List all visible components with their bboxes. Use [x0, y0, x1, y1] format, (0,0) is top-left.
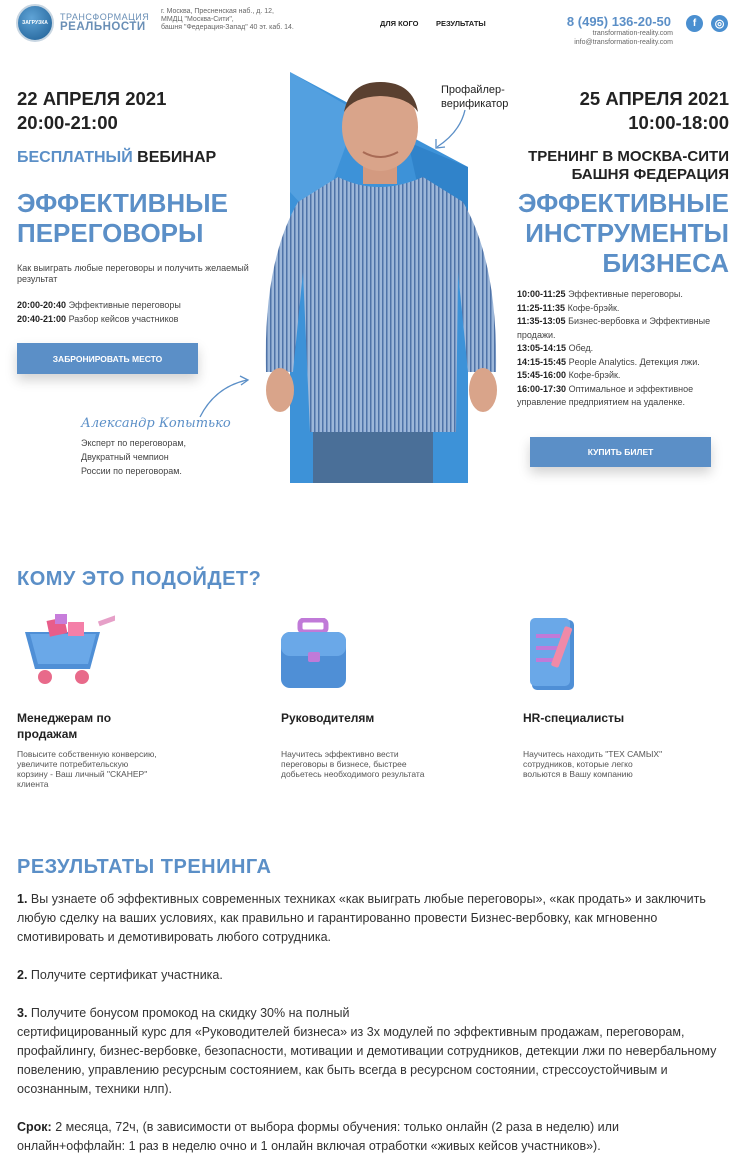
training-location-line: БАШНЯ ФЕДЕРАЦИЯ — [571, 166, 729, 183]
result-paragraph-3 — [17, 1004, 722, 1099]
training-title-line: БИЗНЕСА — [602, 248, 729, 278]
speaker-desc-line: Эксперт по переговорам, — [81, 438, 187, 448]
card-title-line: Менеджерам по — [17, 711, 112, 725]
webinar-type — [17, 149, 216, 167]
result-paragraph-2 — [17, 966, 722, 985]
schedule-time: 11:35-13:05 — [517, 316, 566, 326]
schedule-text: Обед. — [568, 343, 594, 353]
speaker-label-line: верификатор — [441, 98, 509, 110]
result-number: 3. — [17, 1006, 28, 1020]
card-title-managers: Руководителям — [281, 711, 375, 725]
result-paragraph-1 — [17, 890, 722, 947]
speaker-desc-line: Двукратный чемпион — [81, 452, 169, 462]
result-number: 1. — [17, 892, 28, 906]
schedule-text: People Analytics. Детекция лжи. — [568, 356, 700, 367]
card-title-sales — [17, 710, 111, 742]
address — [161, 8, 331, 32]
card-desc-line: добьетесь необходимого результата — [281, 769, 425, 779]
webinar-title — [17, 188, 228, 248]
briefcase-icon — [278, 618, 350, 694]
term-label: Срок: — [17, 1120, 52, 1134]
logo-text-line1: ТРАНСФОРМАЦИЯ — [60, 12, 150, 22]
schedule-item — [517, 342, 739, 356]
result-text: Получите бонусом промокод на скидку 30% на полный — [30, 1006, 350, 1020]
logo-text-line2: РЕАЛЬНОСТИ — [60, 21, 146, 33]
card-desc-line: Научитесь находить "ТЕХ САМЫХ" — [523, 749, 663, 759]
schedule-time: 11:25-11:35 — [517, 302, 566, 313]
section-title-who: КОМУ ЭТО ПОДОЙДЕТ? — [17, 568, 262, 590]
training-title-line: ЭФФЕКТИВНЫЕ — [518, 188, 729, 218]
notepad-icon — [528, 616, 580, 694]
phone-number[interactable]: 8 (495) 136-20-50 — [566, 14, 671, 29]
schedule-text: Оптимальное и эффективное управление предприятием на удаленке. — [517, 383, 694, 407]
schedule-item — [517, 356, 739, 370]
training-schedule — [517, 288, 739, 410]
webinar-free-word: БЕСПЛАТНЫЙ — [17, 149, 133, 166]
address-line: башня "Федерация-Запад" 40 эт. каб. 14. — [161, 24, 294, 31]
card-desc-line: корзину - Ваш личный "СКАНЕР" — [17, 769, 148, 779]
card-desc-managers — [281, 749, 481, 779]
schedule-time: 14:15-15:45 — [517, 356, 567, 367]
result-text: Вы узнаете об эффективных современных техниках «как выиграть любые переговоры», «как продать» и заключить любую сделку на ваших условиях, как правильно и гарантированно провести Бизнес-вербовку, как мгновенно смотивировать и демотивировать любого сотрудника. — [17, 892, 706, 944]
webinar-subtitle: Как выиграть любые переговоры и получить желаемый результат — [17, 263, 249, 284]
card-desc-line: увеличите потребительскую — [17, 759, 129, 769]
speaker-name: Александр Копытько — [81, 416, 231, 431]
card-desc-line: вольются в Вашу компанию — [523, 769, 633, 779]
webinar-type-word: ВЕБИНАР — [137, 149, 217, 166]
arrow-icon — [195, 372, 255, 422]
facebook-icon[interactable]: f — [686, 15, 703, 32]
instagram-icon[interactable]: ◎ — [711, 15, 728, 32]
schedule-text: Кофе-брэйк. — [568, 370, 621, 380]
schedule-item — [517, 369, 739, 383]
card-title-line: продажам — [17, 727, 78, 741]
result-text: сертифицированный курс для «Руководителей бизнеса» из 3х модулей по эффективным продажам, переговорам, профайлингу, бизнес-вербовке, безопасности, мотивации и демотивации сотрудников, детекции лжи по невербальному повелению, управлению ресурсным состоянием, как быть всегда в ресурсном состоянии, стрессоустойчивым и осознанным, техники нлп). — [17, 1025, 717, 1096]
schedule-item — [17, 312, 181, 326]
schedule-text: Эффективные переговоры — [68, 300, 181, 310]
card-desc-line: сотрудников, которые легко — [523, 759, 633, 769]
result-line — [17, 1004, 722, 1023]
schedule-text: Разбор кейсов участников — [68, 314, 179, 324]
term-text: 2 месяца, 72ч, (в зависимости от выбора формы обучения: только онлайн (2 раза в неделю) или онлайн+оффлайн: 1 раз в неделю очно и 1 онлайн включая отработки «живых кейсов участников»). — [17, 1120, 619, 1153]
webinar-date-time: 20:00-21:00 — [17, 112, 118, 133]
speaker-desc-line: России по переговорам. — [81, 466, 182, 476]
logo-badge-text: ЗАГРУЗКА — [22, 20, 48, 26]
schedule-text: Бизнес-вербовка и Эффективные продажи. — [517, 316, 711, 340]
book-seat-button[interactable]: ЗАБРОНИРОВАТЬ МЕСТО — [17, 343, 198, 374]
result-term — [17, 1118, 722, 1156]
card-desc-sales — [17, 749, 217, 789]
training-date-time: 10:00-18:00 — [628, 112, 729, 133]
training-location — [528, 148, 729, 184]
card-desc-line: клиента — [17, 779, 49, 789]
webinar-date — [17, 87, 166, 135]
site-link[interactable]: transformation-reality.com — [592, 30, 673, 37]
speaker-label-line: Профайлер- — [441, 84, 505, 96]
schedule-item — [517, 315, 739, 342]
logo-emblem[interactable] — [16, 4, 54, 42]
nav-link-results[interactable]: РЕЗУЛЬТАТЫ — [436, 19, 486, 28]
schedule-time: 10:00-11:25 — [517, 289, 566, 299]
section-title-results: РЕЗУЛЬТАТЫ ТРЕНИНГА — [17, 856, 272, 878]
address-line: ММДЦ "Москва-Сити", — [161, 16, 234, 23]
webinar-schedule — [17, 298, 181, 326]
training-title — [518, 188, 729, 278]
schedule-text: Эффективные переговоры. — [568, 289, 683, 299]
training-date — [580, 87, 729, 135]
training-title-line: ИНСТРУМЕНТЫ — [525, 218, 729, 248]
address-line: г. Москва, Пресненская наб., д. 12, — [161, 8, 274, 15]
webinar-date-day: 22 АПРЕЛЯ 2021 — [17, 88, 167, 109]
schedule-item — [517, 288, 739, 302]
shopping-cart-icon — [20, 614, 115, 686]
card-title-hr: HR-специалисты — [523, 711, 625, 725]
training-date-day: 25 АПРЕЛЯ 2021 — [579, 88, 729, 109]
nav-link-for-whom[interactable]: ДЛЯ КОГО — [380, 19, 419, 28]
webinar-title-line: ПЕРЕГОВОРЫ — [17, 218, 204, 248]
schedule-item — [17, 298, 181, 312]
email-link[interactable]: info@transformation-reality.com — [574, 39, 673, 46]
result-number: 2. — [17, 968, 28, 982]
result-text: Получите сертификат участника. — [30, 968, 223, 982]
webinar-title-line: ЭФФЕКТИВНЫЕ — [17, 188, 228, 218]
schedule-time: 20:00-20:40 — [17, 300, 67, 310]
schedule-text: Кофе-брэйк. — [567, 302, 620, 313]
schedule-time: 16:00-17:30 — [517, 383, 567, 394]
schedule-time: 20:40-21:00 — [17, 314, 67, 324]
card-desc-line: переговоры в бизнесе, быстрее — [281, 759, 407, 769]
schedule-item — [517, 383, 739, 410]
schedule-time: 13:05-14:15 — [517, 343, 567, 353]
buy-ticket-button[interactable]: КУПИТЬ БИЛЕТ — [530, 437, 711, 467]
card-desc-line: Научитесь эффективно вести — [281, 749, 399, 759]
schedule-time: 15:45-16:00 — [517, 370, 567, 380]
training-location-line: ТРЕНИНГ В МОСКВА-СИТИ — [528, 148, 729, 165]
schedule-item — [517, 302, 739, 316]
speaker-description — [81, 436, 231, 478]
card-desc-hr — [523, 749, 723, 779]
arrow-icon — [430, 107, 470, 152]
card-desc-line: Повысите собственную конверсию, — [17, 749, 157, 759]
